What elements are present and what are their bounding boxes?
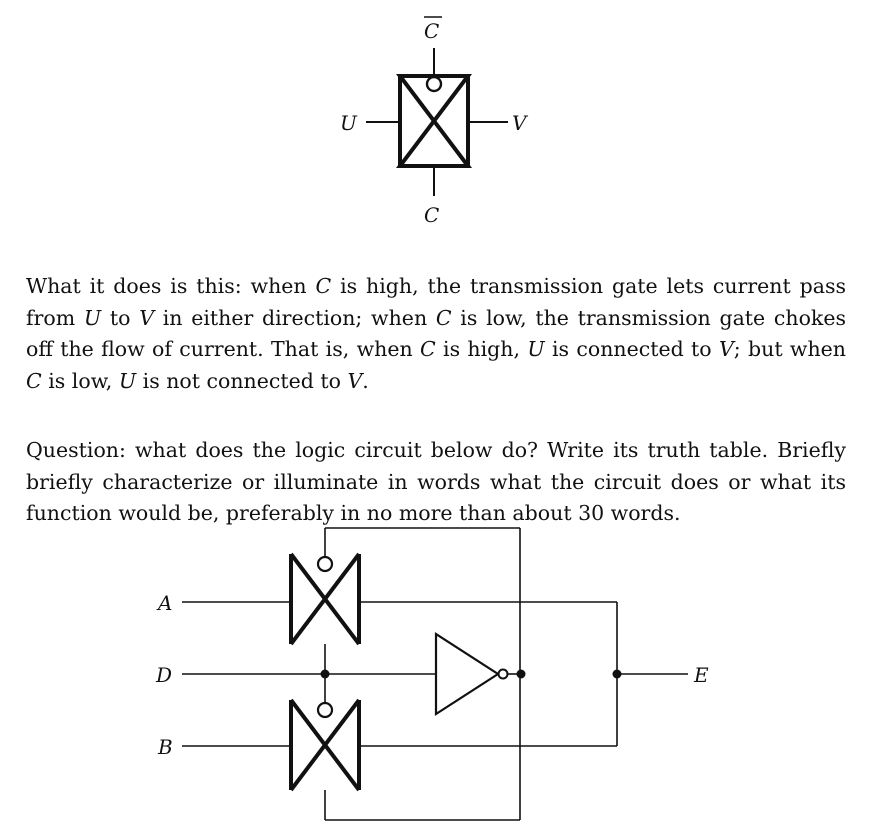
description-paragraph: What it does is this: when C is high, the transmission gate lets current pass from U to V in either direction; when C is low, the transmission gate chokes off the flow of current. That is, when C is high, U is connected to V; but when C is low, U is not connected to V.: [26, 274, 846, 393]
inverter-triangle: [436, 634, 498, 714]
label-u: U: [340, 111, 357, 135]
transmission-gate-symbol-figure: [0, 0, 894, 250]
label-a: A: [158, 591, 173, 615]
label-v: V: [512, 111, 527, 135]
label-d: D: [156, 663, 173, 687]
question-paragraph: Question: what does the logic circuit below do? Write its truth table. Briefly briefly characterize or illuminate in words what the circuit does or what its function would be, preferably in no more than about 30 words.: [26, 438, 846, 525]
label-e: E: [694, 663, 709, 687]
inversion-bubble: [427, 77, 441, 91]
upper-gate-bubble: [318, 557, 332, 571]
label-c: C: [424, 203, 440, 227]
inverter-bubble: [499, 670, 508, 679]
lower-gate-bubble: [318, 703, 332, 717]
label-c-bar: C: [424, 19, 440, 43]
label-b: B: [158, 735, 173, 759]
logic-circuit-figure: [0, 520, 894, 838]
